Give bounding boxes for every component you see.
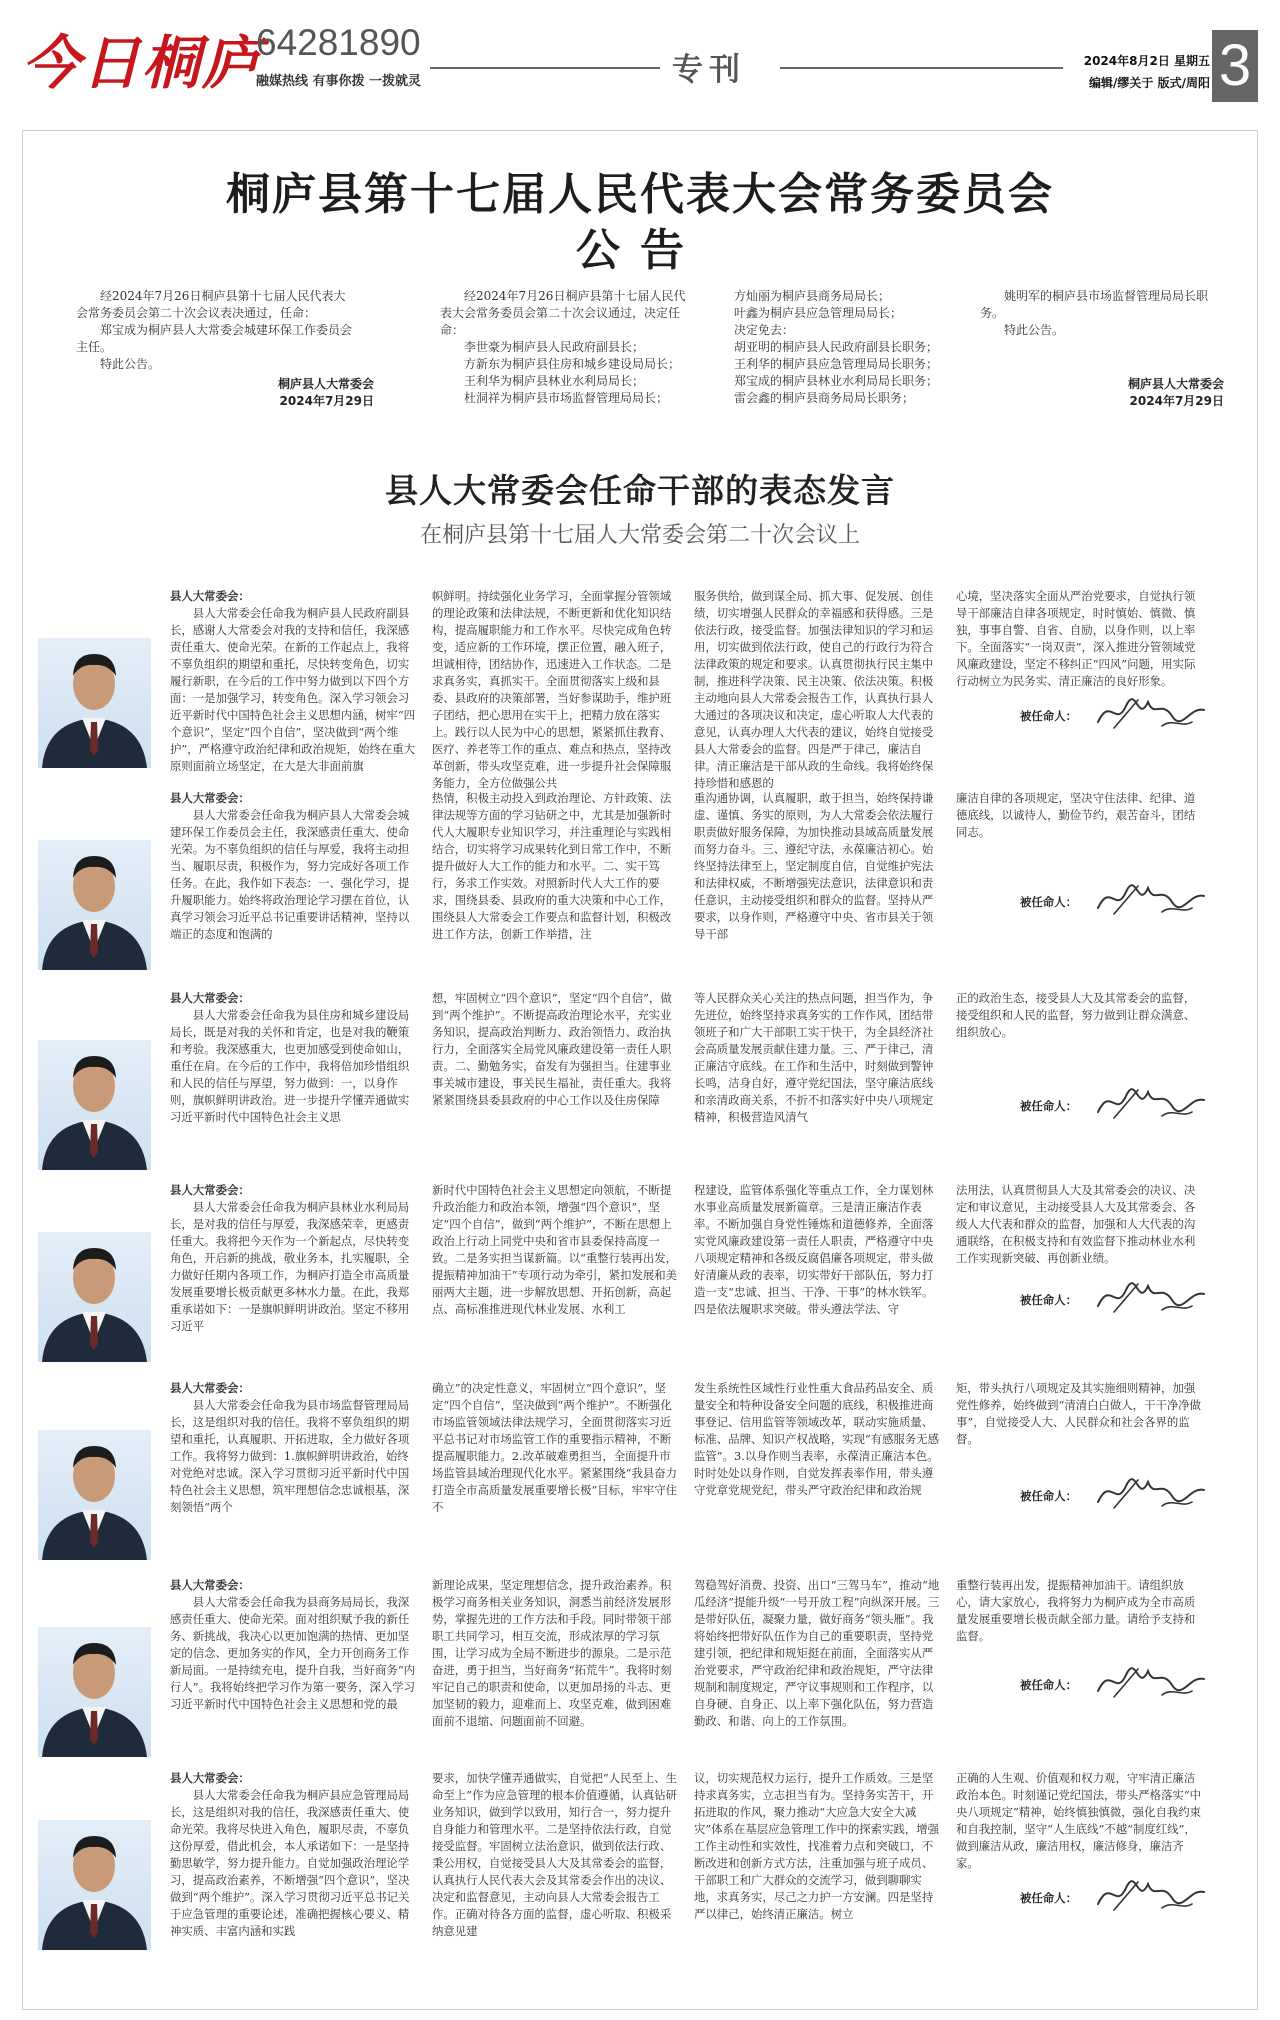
speech-col-4	[956, 1770, 1202, 1870]
handwritten-signature	[1092, 1870, 1212, 1920]
notice-col-1	[76, 288, 356, 373]
speech-col-2	[432, 588, 678, 790]
notice-para: 郑宝成为桐庐县人大常委会城建环保工作委员会主任。	[76, 323, 353, 354]
speech-text: 廉洁自律的各项规定，坚决守住法律、纪律、道德底线，以诚待人，勤俭节约，艰苦奋斗，团结同志。	[956, 791, 1196, 839]
notice-line: 杜洞祥为桐庐县市场监督管理局局长；	[464, 391, 669, 405]
speech-text: 等人民群众关心关注的热点问题，担当作为，争先进位，始终坚持求真务实的工作作风，团结带领班子和广大干部职工实干快干，为全县经济社会高质量发展贡献住建力量。三、严于律己，清正廉洁守底线。在工作和生活中，时刻做到警钟长鸣，洁身自好，遵守党纪国法，坚守廉洁底线和亲清政商关系，不折不扣落实好中央八项规定精神，积极营造风清气	[694, 991, 934, 1124]
speech-greeting: 县人大常委会：	[170, 1183, 250, 1197]
speech-text: 要求，加快学懂弄通做实，自觉把“人民至上、生命至上”作为应急管理的根本价值遵循，认真钻研业务知识，做到学以致用，知行合一，努力提升自身能力和管理水平。二是坚持依法行政，自觉接受监督。牢固树立法治意识，做到依法行政、秉公用权，自觉接受县人大及其常委会的监督，认真执行人民代表大会及其常委会作出的决议、决定和监督意见，主动向县人大常委会报告工作。正确对待各方面的监督，虚心听取、积极采纳意见建	[432, 1771, 678, 1938]
speech-col-3	[694, 990, 940, 1170]
speech-text: 新时代中国特色社会主义思想定向领航，不断提升政治能力和政治本领，增强“四个意识”，坚定“四个自信”，做到“两个维护”，不断在思想上政治上行动上同党中央和省市县委保持高度一致。二是务实担当谋新篇。以“重整行装再出发，提振精神加油干”专项行动为牵引，紧扣发展和美丽两大主题，进一步解放思想、开拓创新，高起点、高标准推进现代林业发展、水利工	[432, 1183, 678, 1316]
speech-block	[38, 1380, 1238, 1560]
speech-text: 驾稳驾好消费、投资、出口“三驾马车”，推动“地瓜经济”提能升级“一号开放工程”向纵深开展。三是带好队伍，凝聚力量，做好商务“领头雁”。我将始终把带好队伍作为自己的重要职责，坚持党建引领，把纪律和规矩挺在前面，全面落实从严治党要求，严守政治纪律和政治规矩，严守法律规制和制度规定，严守议事规则和工作程序，以自身硬、自身正、以上率下强化队伍，努力营造勤政、和谐、向上的工作氛围。	[694, 1578, 940, 1728]
speech-text: 正的政治生态，接受县人大及其常委会的监督，接受组织和人民的监督，努力做到让群众满意、组织放心。	[956, 991, 1196, 1039]
speech-col-2	[432, 1182, 678, 1362]
issue-date: 2024年8月2日 星期五	[1083, 54, 1210, 68]
speech-text: 县人大常委会任命我为桐庐县人民政府副县长，感谢人大常委会对我的支持和信任，我深感责任重大、使命光荣。在新的工作起点上，我将不辜负组织的期望和重托，尽快转变角色，切实履行新职，在今后的工作中努力做到以下四个方面：一是加强学习，转变角色。深入学习领会习近平新时代中国特色社会主义思想内涵，树牢“四个意识”，坚定“四个自信”，坚决做到“两个维护”，严格遵守政治纪律和政治规矩，始终在重大原则面前立场坚定，在大是大非面前旗	[170, 606, 416, 773]
notice-title: 桐庐县第十七届人民代表大会常务委员会	[226, 169, 1054, 220]
speech-text: 重整行装再出发，提振精神加油干。请组织放心，请大家放心，我将努力为桐庐成为全市高质量发展重要增长极贡献全部力量。请给予支持和监督。	[956, 1578, 1196, 1643]
speech-col-3	[694, 1577, 940, 1757]
speech-col-1	[170, 1380, 416, 1560]
speech-text: 县人大常委会任命我为县住房和城乡建设局局长，既是对我的关怀和肯定，也是对我的鞭策和考验。我深感重大，也更加感受到使命如山，重任在肩。在今后的工作中，我将倍加珍惜组织和人民的信任与厚望，努力做到：一，以身作则，旗帜鲜明讲政治。进一步提升学懂弄通做实习近平新时代中国特色社会主义思	[170, 1008, 410, 1124]
speech-greeting: 县人大常委会：	[170, 791, 250, 805]
portrait-photo	[38, 638, 151, 768]
speeches-title: 县人大常委会任命干部的表态发言	[385, 471, 895, 510]
speech-text: 热情，积极主动投入到政治理论、方针政策、法律法规等方面的学习钻研之中，尤其是加强新时代人大履职专业知识学习，并注重理论与实践相结合，切实将学习成果转化到日常工作中，不断提升做好人大工作的能力和水平。二、实干笃行，务求工作实效。对照新时代人大工作的要求，围绕县委、县政府的重大决策和中心工作，围绕县人大常委会工作要点和监督计划，积极改进工作方法，创新工作举措，注	[432, 791, 672, 941]
speech-col-2	[432, 1380, 678, 1560]
speech-greeting: 县人大常委会：	[170, 991, 250, 1005]
notice-signature-1	[224, 376, 374, 410]
speech-text: 心境，坚决落实全面从严治党要求，自觉执行领导干部廉洁自律各项规定，时时慎始、慎微、慎独，事事自警、自省、自励，以身作则，以上率下。全面落实“一岗双责”，深入推进分管领域党风廉政建设，坚定不移纠正“四风”问题，用实际行动树立为民务实、清正廉洁的良好形象。	[956, 589, 1196, 688]
speech-col-3	[694, 1182, 940, 1362]
speech-text: 正确的人生观、价值观和权力观，守牢清正廉洁政治本色。时刻谨记党纪国法，带头严格落实“中央八项规定”精神，始终慎独慎微，强化自我约束和自我控制，坚守“人生底线”不越“制度红线”，做到廉洁从政，廉洁用权，廉洁修身，廉洁齐家。	[956, 1771, 1202, 1870]
speech-col-4	[956, 1182, 1202, 1274]
signer-label: 被任命人：	[1020, 1489, 1077, 1503]
hotline-number: 64281890	[256, 22, 421, 63]
speech-text: 县人大常委会任命我为桐庐县林业水利局局长，是对我的信任与厚爱，我深感荣幸，更感责任重大。我将把今天作为一个新起点，尽快转变角色，开启新的挑战，敬业务本，扎实履职，全力做好任期内各项工作，为桐庐打造全市高质量发展重要增长极贡献更多林水力量。在此，我郑重承诺如下：一是旗帜鲜明讲政治。坚定不移用习近平	[170, 1200, 410, 1333]
speech-col-1	[170, 1770, 416, 1950]
speech-text: 帜鲜明。持续强化业务学习，全面掌握分管领域的理论政策和法律法规，不断更新和优化知识结构，提高履职能力和工作水平。尽快完成角色转变，适应新的工作环境，摆正位置，融入班子，坦诚相待，团结协作，迅速进入工作状态。二是求真务实，真抓实干。全面贯彻落实上级和县委、县政府的决策部署，当好参谋助手，维护班子团结，把心思用在实干上，把精力放在落实上。践行以人民为中心的思想，紧紧抓住教育、医疗、养老等工作的重点、难点和热点，坚持改革创新，带头攻坚克难，进一步提升社会保障服务能力，全方位做强公共	[432, 589, 672, 790]
notice-para: 特此公告。	[100, 357, 161, 371]
speech-greeting: 县人大常委会：	[170, 1381, 250, 1395]
handwritten-signature	[1092, 1078, 1212, 1128]
speech-block	[38, 1770, 1238, 1950]
speech-col-4	[956, 1577, 1202, 1669]
notice-para: 经2024年7月26日桐庐县第十七届人民代表大会常务委员会第二十次会议表决通过，任命：	[76, 289, 346, 320]
signer-label: 被任命人：	[1020, 1293, 1077, 1307]
speech-col-3	[694, 790, 940, 970]
portrait-photo	[38, 1627, 151, 1757]
section-name: 专刊	[672, 52, 746, 88]
masthead	[0, 0, 1280, 100]
handwritten-signature	[1092, 1657, 1212, 1707]
signer-label: 被任命人：	[1020, 1099, 1077, 1113]
notice-col-2	[440, 288, 692, 407]
signature-org: 桐庐县人大常委会	[277, 377, 374, 391]
notice-line: 郑宝成的桐庐县林业水利局局长职务；	[734, 374, 939, 388]
speech-text: 县人大常委会任命我为桐庐县人大常委会城建环保工作委员会主任，我深感责任重大、使命光荣。为不辜负组织的信任与厚爱，我将主动担当、履职尽责，积极作为，努力完成好各项工作任务。在此，我作如下表态：一、强化学习，提升履职能力。始终将政治理论学习摆在首位，认真学习领会习近平总书记重要讲话精神，坚持以端正的态度和饱满的	[170, 808, 410, 941]
notice-para: 经2024年7月26日桐庐县第十七届人民代表大会常务委员会第二十次会议通过，决定任命：	[440, 289, 686, 337]
notice-line: 叶鑫为桐庐县应急管理局局长；	[734, 306, 903, 320]
speech-col-4	[956, 790, 1202, 882]
speech-col-1	[170, 588, 416, 773]
speech-text: 议，切实规范权力运行，提升工作质效。三是坚持求真务实，立志担当有为。坚持务实苦干，开拓进取的作风，聚力推动“大应急大安全大减灾”体系在基层应急管理工作中的探索实践，增强工作主动性和实效性，找准着力点和突破口，不断改进和创新方式方法，注重加强与班子成员、干部职工和广大群众的交流学习，做到聊聊实地，求真务实，尽己之力护一方安澜。四是坚持严以律己，始终清正廉洁。树立	[694, 1771, 940, 1921]
editor-credit: 编辑/缪关于 版式/周阳	[1089, 76, 1210, 90]
portrait-photo	[38, 1430, 151, 1560]
speech-col-3	[694, 1770, 940, 1950]
speech-col-1	[170, 1182, 416, 1362]
speech-col-4	[956, 1380, 1202, 1472]
notice-signature-4	[1074, 376, 1224, 410]
notice-line: 胡亚明的桐庐县人民政府副县长职务；	[734, 340, 939, 354]
speech-col-4	[956, 990, 1202, 1082]
speech-text: 服务供给，做到谋全局、抓大事、促发展、创佳绩，切实增强人民群众的幸福感和获得感。三是依法行政，接受监督。加强法律知识的学习和运用，切实做到依法行政，使自己的行政行为符合法律政策的规定和要求。认真贯彻执行民主集中制，推进科学决策、民主决策、依法决策。积极主动地向县人大常委会报告工作，认真执行县人大通过的各项决议和决定，虚心听取人大代表的意见，认真办理人大代表的建议，始终自觉接受县人大常委会的监督。四是严于律己，廉洁自律。清正廉洁是干部从政的生命线。我将始终保持珍惜和感恩的	[694, 589, 934, 790]
portrait-photo	[38, 840, 151, 970]
portrait-photo	[38, 1040, 151, 1170]
speech-col-3	[694, 1380, 940, 1560]
speech-text: 新理论成果，坚定理想信念，提升政治素养。积极学习商务相关业务知识，洞悉当前经济发展形势，掌握先进的工作方法和手段。同时带领干部职工共同学习，相互交流，形成浓厚的学习氛围，让学习成为全局不断进步的源泉。二是示范奋进，勇于担当，当好商务“拓荒牛”。我将时刻牢记自己的职责和使命，以更加昂扬的斗志、更加坚韧的毅力，迎难而上、攻坚克难，做到困难面前不退缩、问题面前不回避。	[432, 1578, 672, 1728]
speech-col-4	[956, 588, 1202, 688]
speech-block	[38, 1182, 1238, 1362]
speech-text: 矩，带头执行八项规定及其实施细则精神，加强党性修养，始终做到“清清白白做人，干干净净做事”，自觉接受人大、人民群众和社会各界的监督。	[956, 1381, 1202, 1446]
handwritten-signature	[1092, 1272, 1212, 1322]
notice-col-3	[734, 288, 964, 407]
signature-date: 2024年7月29日	[279, 394, 374, 408]
signer-label: 被任命人：	[1020, 895, 1077, 909]
notice-line: 王利华为桐庐县林业水利局局长；	[464, 374, 645, 388]
speech-col-1	[170, 790, 416, 970]
speech-col-2	[432, 1577, 678, 1757]
dateline	[1070, 50, 1210, 94]
speech-text: 县人大常委会任命我为县商务局局长，我深感责任重大、使命光荣。面对组织赋予我的新任务、新挑战，我决心以更加饱满的热情、更加坚定的信念、更加务实的作风，全力开创商务工作新局面。一是持续充电，提升自我，当好商务“内行人”。我将始终把学习作为第一要务，深入学习习近平新时代中国特色社会主义思想和党的最	[170, 1595, 416, 1711]
speech-text: 想，牢固树立“四个意识”，坚定“四个自信”，做到“两个维护”。不断提高政治理论水平，充实业务知识，提高政治判断力、政治领悟力、政治执行力，全面落实全局党风廉政建设第一责任人职责。二、勤勉务实，奋发有为强担当。住建事业事关城市建设，事关民生福祉，责任重大。我将紧紧围绕县委县政府的中心工作以及住房保障	[432, 991, 672, 1107]
handwritten-signature	[1092, 874, 1212, 924]
notice-para: 特此公告。	[1004, 323, 1065, 337]
speech-greeting: 县人大常委会：	[170, 1771, 250, 1785]
divider-left	[430, 67, 660, 69]
notice-line: 李世豪为桐庐县人民政府副县长；	[464, 340, 645, 354]
speech-greeting: 县人大常委会：	[170, 589, 250, 603]
signer-label: 被任命人：	[1020, 709, 1077, 723]
notice-title-2: 公告	[576, 225, 704, 276]
speech-col-2	[432, 1770, 678, 1950]
speech-col-1	[170, 990, 416, 1170]
handwritten-signature	[1092, 1468, 1212, 1518]
speech-block	[38, 990, 1238, 1170]
signature-org: 桐庐县人大常委会	[1127, 377, 1224, 391]
speech-text: 程建设，监管体系强化等重点工作，全力谋划林水事业高质量发展新篇章。三是清正廉洁作表率。不断加强自身党性锤炼和道德修养，全面落实党风廉政建设第一责任人职责，严格遵守中央八项规定精神和各级反腐倡廉各项规定，带头做好清廉从政的表率，切实带好干部队伍，努力打造一支“忠诚、担当、干净、干事”的林水铁军。四是依法履职求突破。带头遵法学法、守	[694, 1183, 934, 1316]
speech-text: 发生系统性区域性行业性重大食品药品安全、质量安全和特种设备安全问题的底线，积极推进商事登记、信用监管等领域改革，联动实施质量、标准、品牌、知识产权战略，实现“有感服务无感监管”。3.以身作则当表率，永葆清正廉洁本色。时时处处以身作则，自觉发挥表率作用，带头遵守党章党规党纪，带头严守政治纪律和政治规	[694, 1381, 940, 1497]
notice-line: 雷会鑫的桐庐县商务局局长职务；	[734, 391, 915, 405]
notice-para: 姚明军的桐庐县市场监督管理局局长职务。	[980, 289, 1209, 320]
notice-line: 方灿丽为桐庐县商务局局长；	[734, 289, 891, 303]
signer-label: 被任命人：	[1020, 1678, 1077, 1692]
speech-block	[38, 588, 1238, 790]
speech-col-2	[432, 990, 678, 1170]
portrait-photo	[38, 1820, 151, 1950]
notice-col-4	[980, 288, 1230, 339]
speech-text: 确立”的决定性意义，牢固树立“四个意识”，坚定“四个自信”，坚决做到“两个维护”。不断强化市场监管领域法律法规学习，全面贯彻落实习近平总书记对市场监管工作的重要指示精神，不断提高履职能力。2.改革破难勇担当，全面提升市场监管县域治理现代化水平。紧紧围绕“我县奋力打造全市高质量发展重要增长极”目标，牢牢守住不	[432, 1381, 678, 1514]
portrait-photo	[38, 1232, 151, 1362]
speech-block	[38, 790, 1238, 970]
handwritten-signature	[1092, 688, 1212, 738]
speech-text: 县人大常委会任命我为桐庐县应急管理局局长，这是组织对我的信任，我深感责任重大、使命光荣。我将尽快进入角色，履职尽责，不辜负这份厚爱，借此机会，本人承诺如下：一是坚持勤思敏学，努力提升能力。自觉加强政治理论学习，提高政治素养，不断增强“四个意识”，坚决做到“两个维护”。深入学习贯彻习近平总书记关于应急管理的重要论述，准确把握核心要义、精神实质、丰富内涵和实践	[170, 1788, 410, 1938]
notice-line: 方新东为桐庐县住房和城乡建设局局长；	[464, 357, 681, 371]
notice-line: 决定免去：	[734, 323, 795, 337]
newspaper-logo: 今日桐庐	[22, 29, 263, 97]
hotline-slogan: 融媒热线 有事你拨 一拨就灵	[256, 74, 422, 89]
signature-date: 2024年7月29日	[1129, 394, 1224, 408]
speech-text: 法用法，认真贯彻县人大及其常委会的决议、决定和审议意见，主动接受县人大及其常委会、各级人大代表和群众的监督，加强和人大代表的沟通联络，在积极支持和有效监督下推动林业水利工作实现新突破、再创新业绩。	[956, 1183, 1196, 1265]
speech-block	[38, 1577, 1238, 1757]
speeches-subtitle: 在桐庐县第十七届人大常委会第二十次会议上	[419, 523, 860, 548]
speech-text: 县人大常委会任命我为县市场监督管理局局长，这是组织对我的信任。我将不辜负组织的期望和重托，认真履职、开拓进取，全力做好各项工作。我将努力做到：1.旗帜鲜明讲政治，始终对党绝对忠诚。深入学习贯彻习近平新时代中国特色社会主义思想，筑牢理想信念忠诚根基，深刻领悟“两个	[170, 1398, 410, 1514]
page-number: 3	[1212, 30, 1258, 102]
divider-right	[780, 67, 1063, 69]
notice-line: 王利华的桐庐县应急管理局局长职务；	[734, 357, 939, 371]
signer-label: 被任命人：	[1020, 1891, 1077, 1905]
speech-col-3	[694, 588, 940, 790]
speech-col-1	[170, 1577, 416, 1757]
speech-greeting: 县人大常委会：	[170, 1578, 250, 1592]
speech-col-2	[432, 790, 678, 970]
speech-text: 重沟通协调，认真履职，敢于担当，始终保持谦虚、谨慎、务实的原则，为人大常委会依法履行职责做好服务保障，为加快推动县域高质量发展而努力奋斗。三、遵纪守法，永葆廉洁初心。始终坚持法律至上，坚定制度自信，自觉维护宪法和法律权威，不断增强宪法意识，法律意识和责任意识，主动接受组织和群众的监督。坚持从严要求，以身作则，严格遵守中央、省市县关于领导干部	[694, 791, 934, 941]
